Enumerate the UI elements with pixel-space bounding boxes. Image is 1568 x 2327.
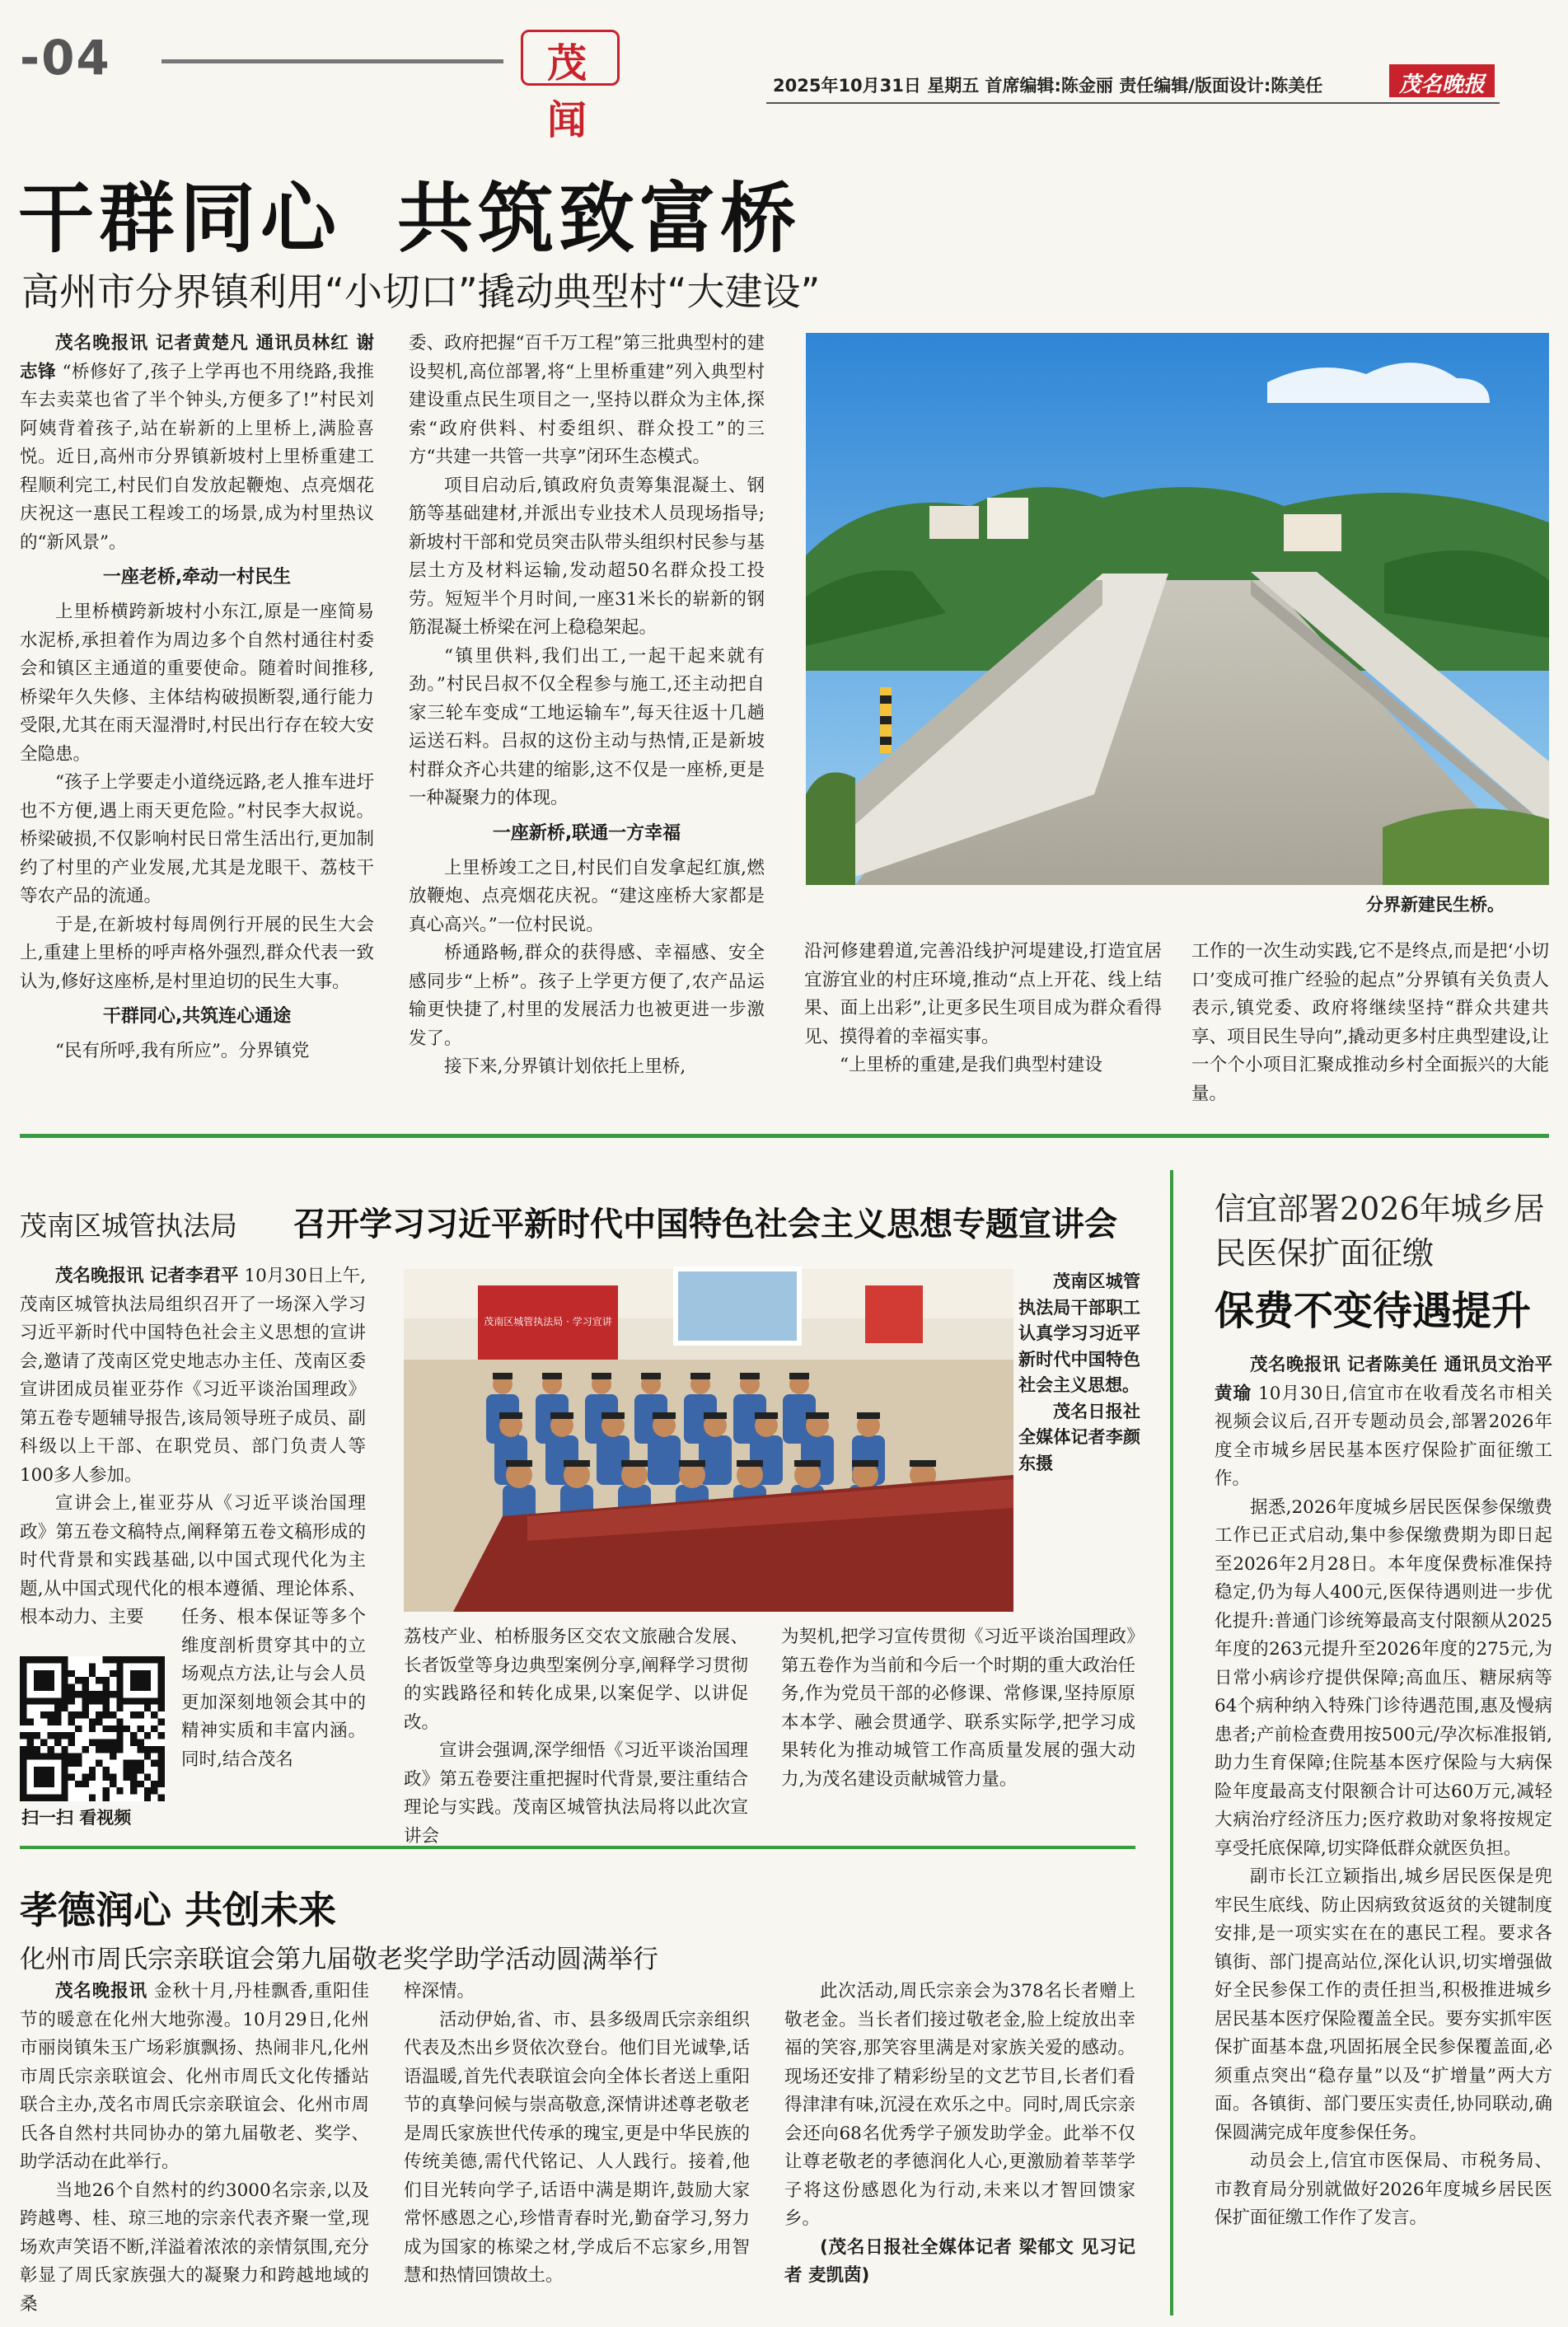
bridge-photo — [806, 333, 1549, 885]
article4-subtitle: 化州市周氏宗亲联谊会第九届敬老奖学助学活动圆满举行 — [20, 1945, 658, 1974]
paragraph — [20, 1262, 366, 1490]
section-divider-green — [20, 1134, 1549, 1138]
paragraph: (茂名日报社全媒体记者 梁郁文 见习记者 麦凯茵) — [784, 2236, 1135, 2286]
meeting-photo-art — [404, 1269, 1013, 1612]
paragraph: 动员会上,信宜市医保局、市税务局、市教育局分别就做好2026年度城乡居民医保扩面征缴工作作了发言。 — [1215, 2151, 1552, 2228]
page-number: -04 — [20, 30, 111, 86]
article1-col1 — [20, 330, 374, 1111]
photo-caption-text: 茂南区城管执法局干部职工认真学习习近平新时代中国特色社会主义思想。 — [1018, 1271, 1140, 1395]
meeting-banner-text: 茂南区城管执法局 · 学习宣讲 — [484, 1316, 612, 1327]
paragraph: 委、政府把握“百千万工程”第三批典型村的建设契机,高位部署,将“上里桥重建”列入典型村建设重点民生项目之一,坚持以群众为主体,探索“政府供料、村委组织、群众投工”的三方“共建一共管一共享”闭环生态模式。 — [409, 333, 765, 467]
bridge-photo-caption: 分界新建民生桥。 — [1366, 895, 1505, 915]
article1-col4 — [1191, 938, 1549, 1111]
paragraph: 宣讲会上,崔亚芬从《习近平谈治国理政》第五卷文稿特点,阐释第五卷文稿形成的时代背景和实践基础,以中国式现代化为主题,从中国式现代化的根本遵循、理论体系、根本动力、主要 — [20, 1493, 366, 1627]
paragraph — [20, 330, 374, 557]
header-underline — [766, 102, 1500, 104]
qr-code[interactable] — [20, 1656, 165, 1801]
article2-col3 — [781, 1623, 1135, 1824]
paragraph: 为契机,把学习宣传贯彻《习近平谈治国理政》第五卷作为当前和今后一个时期的重大政治任务,作为党员干部的必修课、常修课,坚持原原本本学、融会贯通学、联系实际学,把学习成果转化为推动城管工作高质量发展的强大动力,为茂名建设贡献城管力量。 — [781, 1627, 1136, 1790]
article2-col1 — [20, 1262, 366, 1627]
article2-photo-caption — [1018, 1269, 1140, 1615]
article4-col3 — [784, 1978, 1135, 2317]
paragraph: 副市长江立颖指出,城乡居民医保是兜牢民生底线、防止因病致贫返贫的关键制度安排,是一项实实在在的惠民工程。要求各镇街、部门提高站位,深化认识,切实增强做好全民参保工作的责任担当,积极推进城乡居民基本医疗保险覆盖全民。要夯实抓牢医保扩面基本盘,巩固拓展全民参保覆盖面,必须重点突出“稳存量”以及“扩增量”两大方面。各镇街、部门要压实责任,协同联动,确保圆满完成年度参保任务。 — [1215, 1866, 1552, 2143]
paragraph: 活动伊始,省、市、县多级周氏宗亲组织代表及杰出乡贤依次登台。他们目光诚挚,话语温暖,首先代表联谊会向全体长者送上重阳节的真挚问候与崇高敬意,深情讲述尊老敬老是周氏家族世代传承的瑰宝,更是中华民族的传统美德,需代代铭记、人人践行。接着,他们目光转向学子,话语中满是期许,鼓励大家常怀感恩之心,珍惜青春时光,勤奋学习,努力成为国家的栋梁之材,学成后不忘家乡,用智慧和热情回馈故土。 — [404, 2009, 750, 2286]
article3-body — [1215, 1351, 1552, 2317]
lead-text: 10月30日上午,茂南区城管执法局组织召开了一场深入学习习近平新时代中国特色社会主义思想的宣讲会,邀请了茂南区党史地志办主任、茂南区委宣讲团成员崔亚芬作《习近平谈治国理政》第五卷专题辅导报告,该局领导班子成员、副科级以上干部、在职党员、部门负责人等100多人参加。 — [20, 1266, 366, 1486]
article2-kicker: 茂南区城管执法局 — [20, 1210, 237, 1242]
paragraph: “孩子上学要走小道绕远路,老人推车进圩也不方便,遇上雨天更危险。”村民李大叔说。桥梁破损,不仅影响村民日常生活出行,更加制约了村里的产业发展,尤其是龙眼干、荔枝干等农产品的流通。 — [20, 772, 374, 906]
lead-text: 10月30日,信宜市在收看茂名市相关视频会议后,召开专题动员会,部署2026年度全市城乡居民基本医疗保险扩面征缴工作。 — [1215, 1383, 1552, 1489]
article4-col2 — [404, 1978, 750, 2317]
paragraph: 项目启动后,镇政府负责筹集混凝土、钢筋等基础建材,并派出专业技术人员现场指导;新坡村干部和党员突击队带头组织村民参与基层土方及材料运输,发动超50名群众投工投劳。短短半个月时间,一座31米长的崭新的钢筋混凝土桥梁在河上稳稳架起。 — [409, 475, 765, 638]
article2-title: 召开学习习近平新时代中国特色社会主义思想专题宣讲会 — [293, 1206, 1117, 1243]
paragraph: “上里桥的重建,是我们典型村建设 — [840, 1055, 1102, 1075]
paragraph: 于是,在新坡村每周例行开展的民生大会上,重建上里桥的呼声格外强烈,群众代表一致认为,修好这座桥,是村里迫切的民生大事。 — [20, 914, 374, 992]
paragraph: 工作的一次生动实践,它不是终点,而是把‘小切口’变成可推广经验的起点”分界镇有关负责人表示,镇党委、政府将继续坚持“群众共建共享、项目民生导向”,撬动更多村庄典型建设,让一个个小项目汇聚成推动乡村全面振兴的大能量。 — [1191, 941, 1549, 1104]
subheading: 一座老桥,牵动一村民生 — [102, 567, 292, 588]
article2-col2 — [404, 1623, 748, 1847]
paragraph: 桥通路畅,群众的获得感、幸福感、安全感同步“上桥”。孩子上学更方便了,农产品运输更快捷了,村里的发展活力也被更进一步激发了。 — [409, 943, 765, 1049]
article1-col3 — [804, 938, 1162, 1111]
lead-text: 金秋十月,丹桂飘香,重阳佳节的暖意在化州大地弥漫。10月29日,化州市丽岗镇朱玉广场彩旗飘扬、热闹非凡,化州市周氏宗亲联谊会、化州市周氏文化传播站联合主办,茂名市周氏宗亲联谊会、化州市周氏各自然村共同协办的第九届敬老、奖学、助学活动在此举行。 — [20, 1981, 369, 2172]
qr-label: 扫一扫 看视频 — [21, 1808, 132, 1828]
article1-col2 — [409, 330, 765, 1111]
article4-title: 孝德润心 共创未来 — [20, 1888, 337, 1932]
article2-col1b — [181, 1604, 366, 1777]
article1-title: 干群同心 共筑致富桥 — [18, 175, 802, 263]
qr-code-graphic — [20, 1656, 165, 1801]
byline: 茂名晚报讯 — [55, 1981, 148, 2002]
paragraph: 此次活动,周氏宗亲会为378名长者赠上敬老金。当长者们接过敬老金,脸上绽放出幸福的笑容,那笑容里满是对家族关爱的感动。现场还安排了精彩纷呈的文艺节目,长者们看得津津有味,沉浸在欢乐之中。同时,周氏宗亲会还向68名优秀学子颁发助学金。此举不仅让尊老敬老的孝德润化人心,更激励着莘莘学子将这份感恩化为行动,未来以才智回馈家乡。 — [784, 1981, 1135, 2229]
paragraph: 接下来,分界镇计划依托上里桥, — [444, 1056, 686, 1077]
logo-text: 茂名晚报 — [1398, 73, 1485, 97]
byline: 茂名晚报讯 记者李君平 — [55, 1266, 239, 1286]
article1-subtitle: 高州市分界镇利用“小切口”撬动典型村“大建设” — [21, 269, 821, 314]
subheading: 干群同心,共筑连心通途 — [102, 1006, 292, 1027]
article3-title-main: 保费不变待遇提升 — [1215, 1288, 1532, 1334]
header-info: 2025年10月31日 星期五 首席编辑:陈金丽 责任编辑/版面设计:陈美任 — [773, 76, 1323, 96]
paragraph — [1215, 1351, 1552, 1494]
paragraph: “民有所呼,我有所应”。分界镇党 — [55, 1041, 310, 1061]
paragraph: 梓深情。 — [404, 1981, 475, 2002]
meeting-photo — [404, 1269, 1013, 1612]
article2-divider — [20, 1846, 1135, 1849]
header-rule — [161, 59, 503, 63]
paragraph: 当地26个自然村的约3000名宗亲,以及跨越粤、桂、琼三地的宗亲代表齐聚一堂,现场欢声笑语不断,洋溢着浓浓的亲情氛围,充分彰显了周氏家族强大的凝聚力和跨越地域的桑 — [20, 2180, 369, 2315]
byline: 茂名晚报讯 记者黄楚凡 通讯员林红 谢志锋 — [20, 333, 374, 382]
paragraph: 宣讲会强调,深学细悟《习近平谈治国理政》第五卷要注重把握时代背景,要注重结合理论与实践。茂南区城管执法局将以此次宣讲会 — [404, 1740, 748, 1847]
lead-text: “桥修好了,孩子上学再也不用绕路,我推车去卖菜也省了半个钟头,方便多了!”村民刘阿姨背着孩子,站在崭新的上里桥上,满脸喜悦。近日,高州市分界镇新坡村上里桥重建工程顺利完工,村民们自发放起鞭炮、点亮烟花庆祝这一惠民工程竣工的场景,成为村里热议的“新风景”。 — [20, 361, 374, 553]
bridge-photo-art — [806, 333, 1549, 885]
byline: 茂名晚报讯 记者陈美任 通讯员文治平 黄瑜 — [1215, 1355, 1552, 1404]
article3-rule — [1170, 1170, 1173, 2315]
paragraph: “镇里供料,我们出工,一起干起来就有劲。”村民吕叔不仅全程参与施工,还主动把自家三轮车变成“工地运输车”,每天往返十几趟运送石料。吕叔的这份主动与热情,正是新坡村群众齐心共建的缩影,这不仅是一座桥,更是一种凝聚力的体现。 — [409, 645, 765, 808]
paragraph: 上里桥横跨新坡村小东江,原是一座简易水泥桥,承担着作为周边多个自然村通往村委会和镇区主通道的重要使命。随着时间推移,桥梁年久失修、主体结构破损断裂,通行能力受限,尤其在雨天湿滑时,村民出行存在较大安全隐患。 — [20, 602, 374, 765]
paragraph: 沿河修建碧道,完善沿线护河堤建设,打造宜居宜游宜业的村庄环境,推动“点上开花、线上结果、面上出彩”,让更多民生项目成为群众看得见、摸得着的幸福实事。 — [804, 941, 1162, 1047]
paragraph: 荔枝产业、柏桥服务区交农文旅融合发展、长者饭堂等身边典型案例分享,阐释学习贯彻的实践路径和转化成果,以案促学、以讲促改。 — [404, 1627, 748, 1733]
paragraph — [20, 1978, 369, 2177]
section-title: 茂闻 — [546, 40, 590, 143]
paragraph: 上里桥竣工之日,村民们自发拿起红旗,燃放鞭炮、点亮烟花庆祝。“建这座桥大家都是真心高兴。”一位村民说。 — [409, 857, 765, 935]
photo-credit-text: 茂名日报社全媒体记者李颜东摄 — [1018, 1401, 1140, 1473]
article4-col1 — [20, 1978, 369, 2317]
paragraph: 据悉,2026年度城乡居民医保参保缴费工作已正式启动,集中参保缴费期为即日起至2026年2月28日。本年度保费标准保持稳定,仍为每人400元,医保待遇则进一步优化提升:普通门诊统筹最高支付限额从2025年度的263元提升至2026年度的275元,为日常小病诊疗提供保障;高血压、糖尿病等64个病种纳入特殊门诊待遇范围,惠及慢病患者;产前检查费用按500元/孕次标准报销,助力生育保障;住院基本医疗保险与大病保险年度最高支付限额合计可达60万元,减轻大病治疗经济压力;医疗救助对象将按规定享受托底保障,切实降低群众就医负担。 — [1215, 1496, 1552, 1859]
article2-col1b-text: 任务、根本保证等多个维度剖析贯穿其中的立场观点方法,让与会人员更加深刻地领会其中的精神实质和丰富内涵。同时,结合茂名 — [181, 1607, 366, 1770]
subheading: 一座新桥,联通一方幸福 — [492, 822, 681, 844]
article3-title-top: 信宜部署2026年城乡居民医保扩面征缴 — [1215, 1191, 1545, 1271]
